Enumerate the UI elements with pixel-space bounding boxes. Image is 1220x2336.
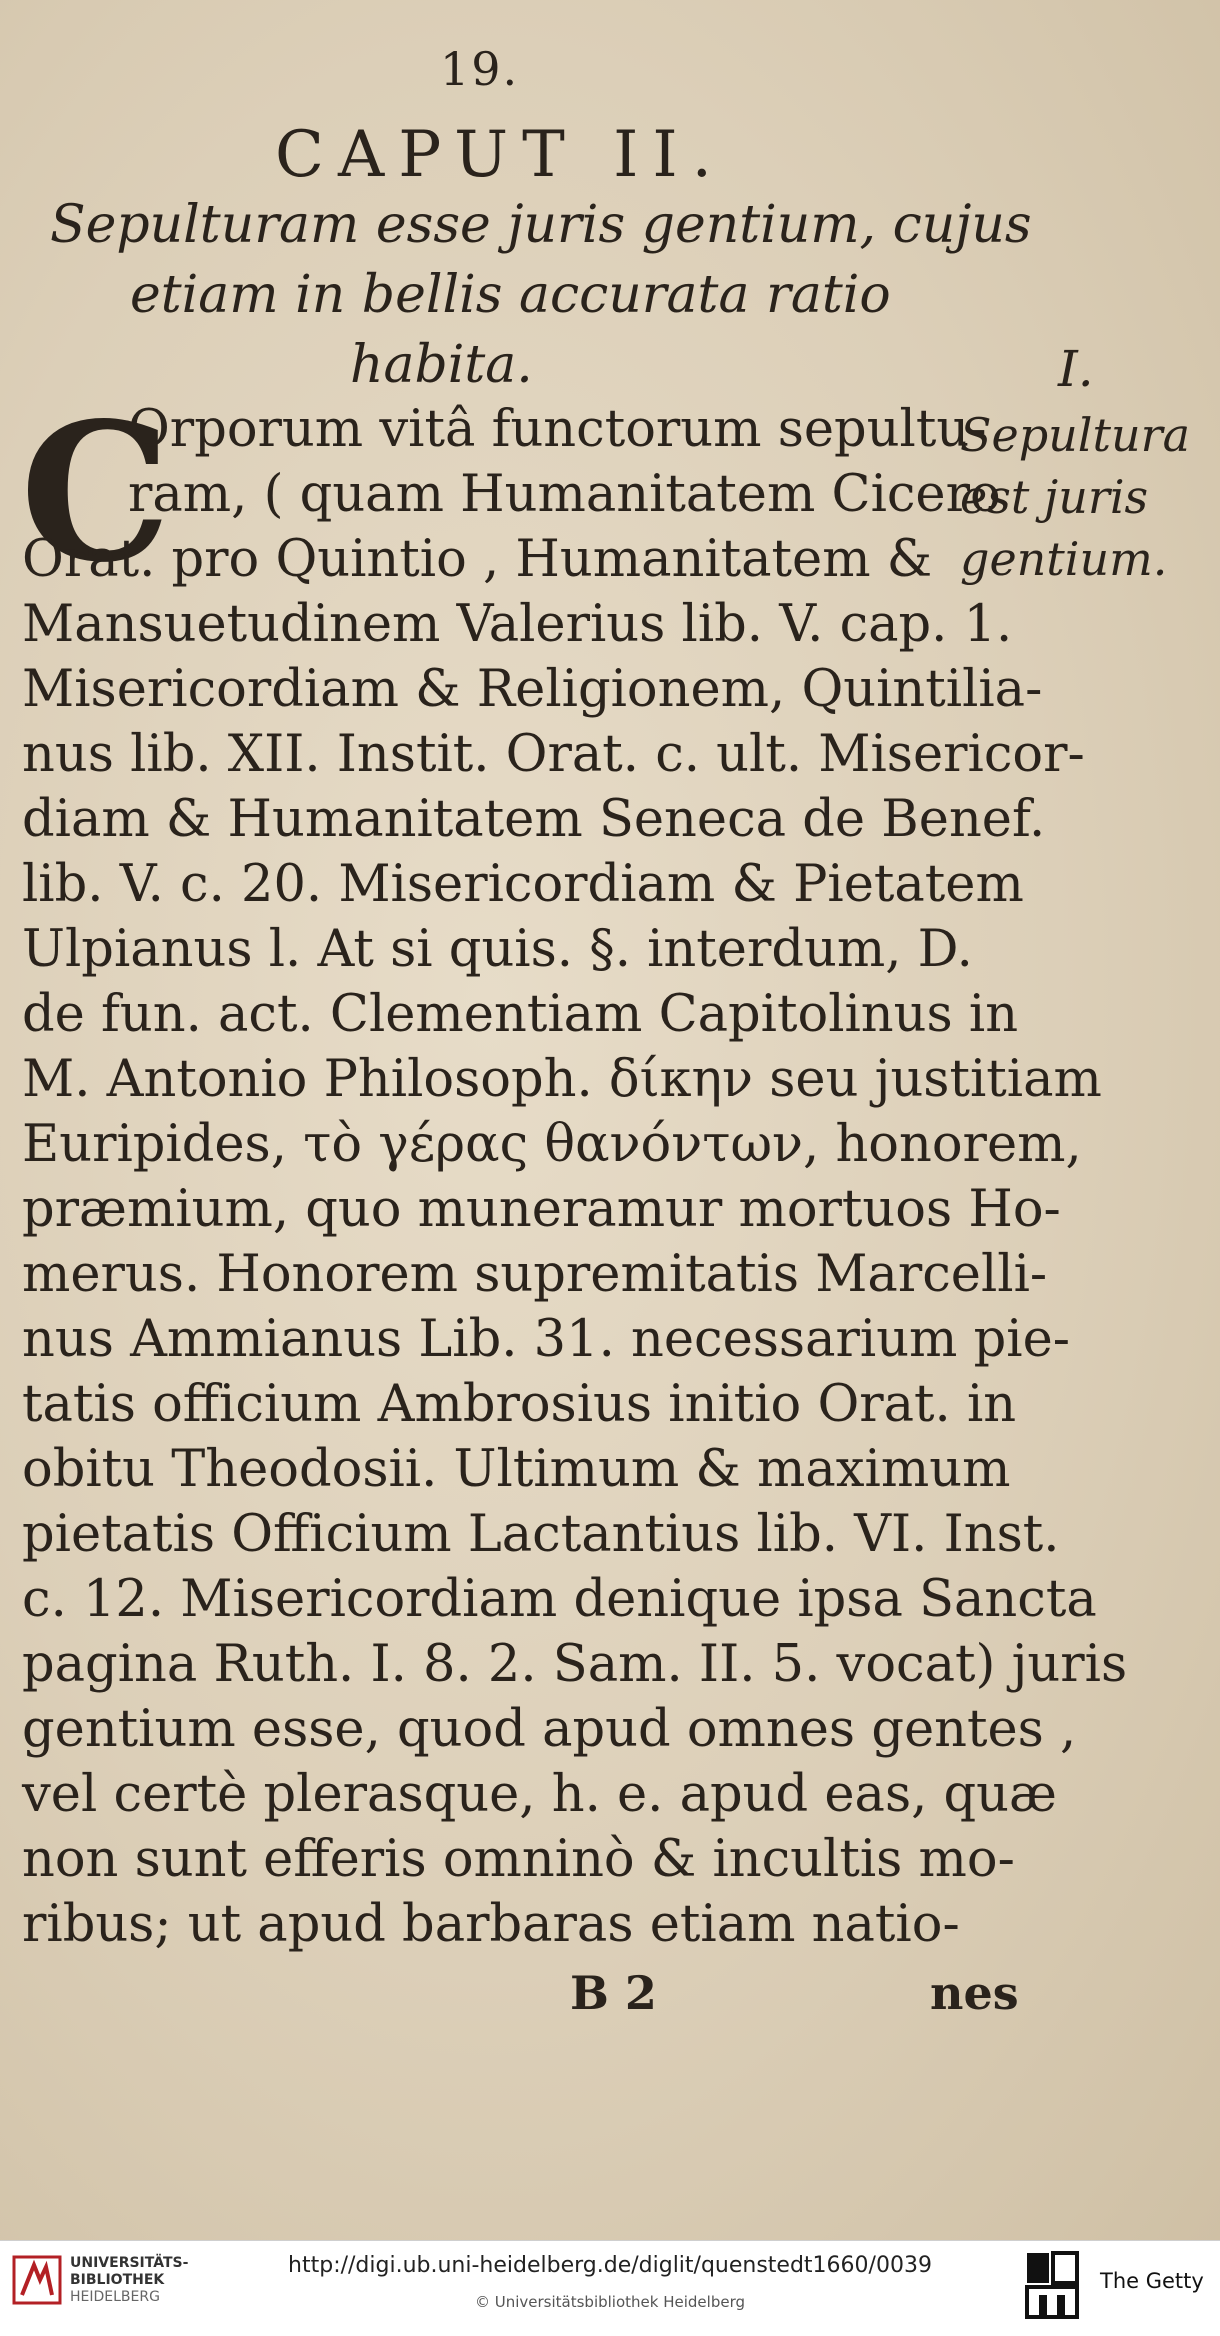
body-line: tatis officium Ambrosius initio Orat. in	[22, 1375, 1017, 1434]
sponsor-name: The Getty	[1100, 2269, 1204, 2293]
margin-note-line-3: gentium.	[960, 532, 1168, 586]
body-line: Orporum vitâ functorum sepultu-	[128, 400, 987, 459]
body-line: non sunt efferis omninò & incultis mo-	[22, 1830, 1015, 1889]
document-url-link[interactable]: http://digi.ub.uni-heidelberg.de/diglit/quenstedt1660/0039	[288, 2253, 932, 2278]
body-line: obitu Theodosii. Ultimum & maximum	[22, 1440, 1011, 1499]
body-line: ram, ( quam Humanitatem Cicero	[128, 465, 1001, 524]
body-line: Euripides, τὸ γέρας θανόντων, honorem,	[22, 1115, 1082, 1174]
body-line: nus Ammianus Lib. 31. necessarium pie-	[22, 1310, 1070, 1369]
chapter-subtitle-line-3: habita.	[350, 335, 533, 395]
body-line: gentium esse, quod apud omnes gentes ,	[22, 1700, 1077, 1759]
chapter-heading: CAPUT II.	[275, 118, 726, 192]
margin-note-line-2: est juris	[960, 470, 1149, 524]
body-line: Orat. pro Quintio , Humanitatem &	[22, 530, 933, 589]
body-line: merus. Honorem supremitatis Marcelli-	[22, 1245, 1048, 1304]
viewer-footer	[0, 2240, 1220, 2336]
body-line: diam & Humanitatem Seneca de Benef.	[22, 790, 1046, 849]
signature-mark: B 2	[570, 1966, 657, 2020]
margin-note-line-1: Sepultura	[960, 408, 1191, 462]
library-name-line-1: UNIVERSITÄTS-	[70, 2255, 189, 2271]
library-name-line-2: BIBLIOTHEK	[70, 2272, 165, 2288]
body-line: Ulpianus l. At si quis. §. interdum, D.	[22, 920, 973, 979]
body-line: M. Antonio Philosoph. δίκην seu justitiam	[22, 1050, 1102, 1109]
body-line: vel certè plerasque, h. e. apud eas, quæ	[22, 1765, 1057, 1824]
body-line: Mansuetudinem Valerius lib. V. cap. 1.	[22, 595, 1013, 654]
body-line: nus lib. XII. Instit. Orat. c. ult. Misericor-	[22, 725, 1085, 784]
copyright-notice: © Universitätsbibliothek Heidelberg	[474, 2293, 745, 2311]
body-line: præmium, quo muneramur mortuos Ho-	[22, 1180, 1061, 1239]
body-line: pietatis Officium Lactantius lib. VI. Inst.	[22, 1505, 1060, 1564]
body-line: pagina Ruth. I. 8. 2. Sam. II. 5. vocat) juris	[22, 1635, 1128, 1694]
margin-section-number: I.	[1058, 340, 1094, 398]
chapter-subtitle-line-2: etiam in bellis accurata ratio	[130, 265, 891, 325]
library-name-line-3: HEIDELBERG	[70, 2289, 160, 2305]
body-line: de fun. act. Clementiam Capitolinus in	[22, 985, 1019, 1044]
body-line: ribus; ut apud barbaras etiam natio-	[22, 1895, 960, 1954]
body-line: Misericordiam & Religionem, Quintilia-	[22, 660, 1043, 719]
chapter-subtitle-line-1: Sepulturam esse juris gentium, cujus	[50, 195, 1032, 255]
page-number: 19.	[440, 42, 520, 96]
catchword: nes	[930, 1966, 1019, 2020]
getty-logo-icon	[1025, 2251, 1080, 2321]
body-line: c. 12. Misericordiam denique ipsa Sancta	[22, 1570, 1097, 1629]
drop-capital: C	[20, 381, 172, 604]
body-line: lib. V. c. 20. Misericordiam & Pietatem	[22, 855, 1024, 914]
